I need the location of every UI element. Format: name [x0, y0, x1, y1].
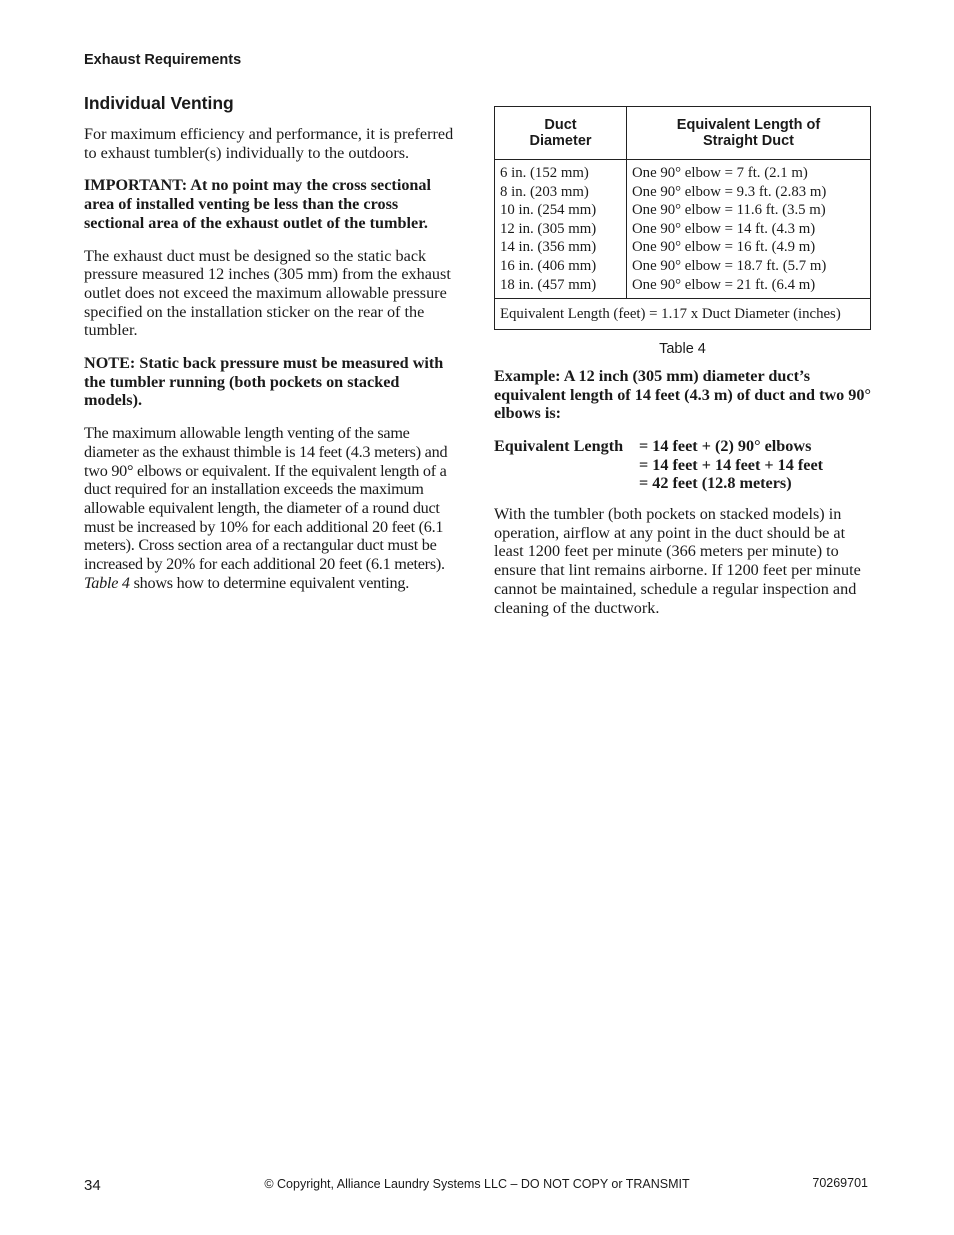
- equation-line: = 14 feet + (2) 90° elbows: [639, 436, 812, 455]
- example-paragraph: Example: A 12 inch (305 mm) diameter duct’s equivalent length of 14 feet (4.3 m) of duct and two 90° elbows is:: [494, 366, 871, 423]
- diameter-value: 14 in. (356 mm): [500, 239, 597, 256]
- table-caption: Table 4: [659, 341, 706, 358]
- right-column: [494, 106, 871, 631]
- table-reference: Table 4: [84, 573, 130, 592]
- elbow-equivalent: One 90° elbow = 11.6 ft. (3.5 m): [632, 202, 826, 219]
- elbow-equivalent: One 90° elbow = 21 ft. (6.4 m): [632, 276, 816, 293]
- copyright-notice: © Copyright, Alliance Laundry Systems LLC – DO NOT COPY or TRANSMIT: [264, 1177, 690, 1191]
- section-title: Individual Venting: [84, 93, 234, 113]
- diameter-value: 8 in. (203 mm): [500, 183, 589, 200]
- elbow-equivalent: One 90° elbow = 16 ft. (4.9 m): [632, 239, 816, 256]
- equivalent-length-cell: [627, 160, 871, 299]
- left-column: [84, 92, 460, 606]
- header-duct-diameter: Duct Diameter: [495, 107, 627, 160]
- section-header: Exhaust Requirements: [84, 52, 242, 68]
- equation-block: [494, 437, 871, 493]
- table-body-row: [495, 160, 871, 299]
- airflow-paragraph: With the tumbler (both pockets on stacked models) in operation, airflow at any point in the duct should be at least 1200 feet per minute (366 meters per minute) to ensure that lint remains airborne. If 1200 feet per minute cannot be maintained, schedule a regular inspection and cleaning of the ductwork.: [494, 505, 861, 617]
- elbow-equivalent: One 90° elbow = 18.7 ft. (5.7 m): [632, 257, 827, 274]
- important-notice: IMPORTANT: At no point may the cross sectional area of installed venting be less than the cross sectional area of the exhaust outlet of the tumbler.: [84, 176, 432, 232]
- diameter-cell: [495, 160, 627, 299]
- max-length-paragraph: [84, 424, 460, 592]
- diameter-value: 10 in. (254 mm): [500, 202, 597, 219]
- equation-label: Equivalent Length: [494, 436, 624, 455]
- equation-line: = 42 feet (12.8 meters): [639, 474, 792, 493]
- equation-row: [494, 474, 871, 493]
- back-pressure-paragraph: The exhaust duct must be designed so the static back pressure measured 12 inches (305 mm) from the exhaust outlet does not exceed the maximum allowable pressure specified on the installation sticker on the rear of the tumbler.: [84, 246, 451, 340]
- equation-line: = 14 feet + 14 feet + 14 feet: [639, 455, 824, 474]
- table-header-row: [495, 107, 871, 160]
- diameter-value: 16 in. (406 mm): [500, 257, 597, 274]
- equation-row: [494, 456, 871, 475]
- max-length-text: The maximum allowable length venting of the same diameter as the exhaust thimble is 14 feet (4.3 meters) and two 90° elbows or equivalent. If the equivalent length of a duct required for an installation exceeds the maximum allowable equivalent length, the diameter of a round duct must be increased by 10% for each additional 20 feet (6.1 meters). Cross section area of a rectangular duct must be increased by 20% for each additional 20 feet (6.1 meters).: [84, 424, 448, 574]
- diameter-value: 6 in. (152 mm): [500, 165, 589, 181]
- equation-row: [494, 437, 871, 456]
- elbow-equivalent: One 90° elbow = 7 ft. (2.1 m): [632, 165, 808, 181]
- equivalent-length-table: [494, 106, 871, 330]
- elbow-equivalent: One 90° elbow = 14 ft. (4.3 m): [632, 220, 816, 237]
- static-pressure-note: NOTE: Static back pressure must be measured with the tumbler running (both pockets on stacked models).: [84, 354, 444, 410]
- table-footer-row: [495, 299, 871, 330]
- page-number: 34: [84, 1177, 101, 1194]
- elbow-equivalent: One 90° elbow = 9.3 ft. (2.83 m): [632, 183, 827, 200]
- diameter-value: 18 in. (457 mm): [500, 276, 597, 293]
- diameter-value: 12 in. (305 mm): [500, 220, 597, 237]
- max-length-text-end: shows how to determine equivalent venting.: [129, 573, 409, 592]
- intro-paragraph: For maximum efficiency and performance, it is preferred to exhaust tumbler(s) individually to the outdoors.: [84, 125, 454, 162]
- header-equivalent-length: Equivalent Length of Straight Duct: [627, 107, 871, 160]
- formula-cell: Equivalent Length (feet) = 1.17 x Duct Diameter (inches): [495, 299, 871, 330]
- document-number: 70269701: [812, 1176, 868, 1190]
